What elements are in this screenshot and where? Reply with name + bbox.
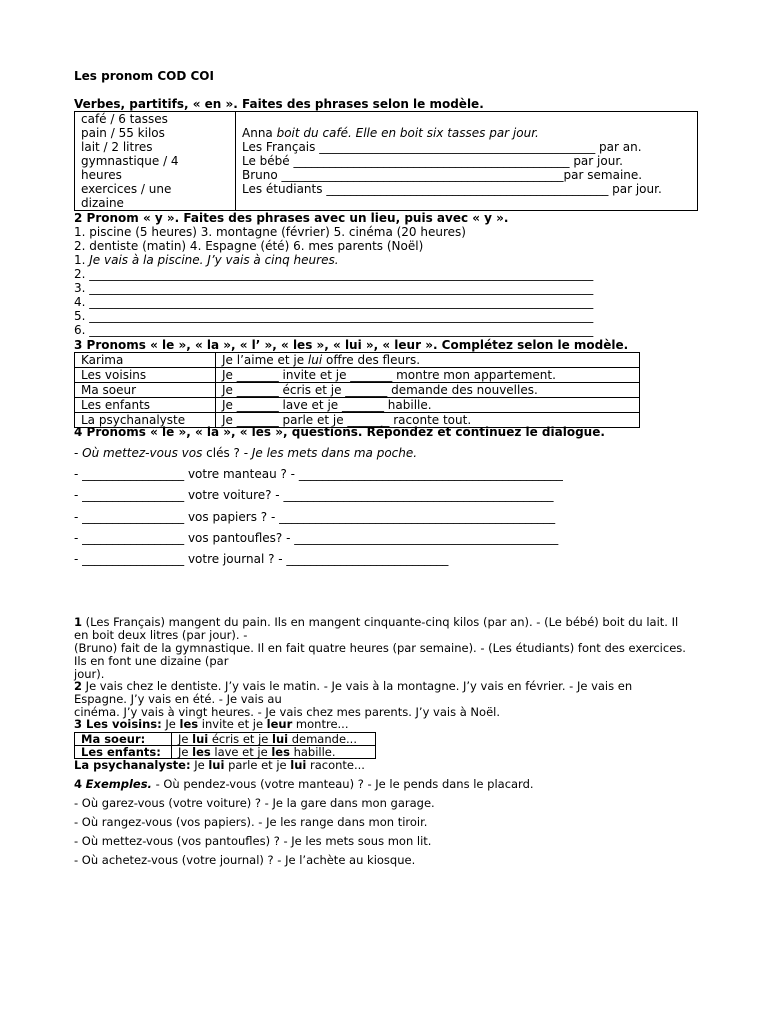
lui-word: lui — [307, 353, 323, 367]
model-row-text: Je l’aime et je lui offre des fleurs. — [216, 353, 640, 368]
row-end: par jour. — [608, 182, 662, 196]
pronoun: lui — [272, 732, 289, 746]
row-text: Je lui écris et je lui demande... — [172, 733, 376, 746]
dialogue-line[interactable]: - _________________ vos papiers ? - ______________________________________________ — [74, 510, 556, 524]
row-subject: Bruno — [242, 168, 282, 182]
row-name: Les voisins — [75, 368, 216, 383]
example-question: Où mettez-vous vos — [82, 446, 203, 460]
answer-4-line: - Où mettez-vous (vos pantoufles) ? - Je les mets sous mon lit. — [74, 834, 432, 848]
answer-1-line: 1 (Les Français) mangent du pain. Ils en mangent cinquante-cinq kilos (par an). - (Le bébé) boit du lait. Il — [74, 615, 679, 629]
section1-items-cell — [75, 112, 236, 211]
pronoun: lui — [208, 758, 225, 772]
answer-blank[interactable]: ______________________________________________ — [319, 140, 596, 154]
example-number: 1. — [74, 253, 90, 267]
answer-1-line: jour). — [74, 667, 105, 681]
answer-3-table — [74, 732, 376, 759]
answer-3-line: 3 Les voisins: Je les invite et je leur montre... — [74, 717, 349, 731]
row-name: Les enfants — [75, 398, 216, 413]
section4-heading: 4 Pronoms « le », « la », « les », questions. Répondez et continuez le dialogue. — [74, 425, 605, 439]
answer-line[interactable]: 6. ____________________________________________________________________________________ — [74, 323, 594, 337]
row-end: par an. — [595, 140, 642, 154]
pronoun: lui — [192, 732, 209, 746]
section1-exercise-cell — [236, 112, 698, 211]
row-name: Les enfants: — [75, 746, 172, 759]
section1-item: lait / 2 litres — [81, 140, 153, 154]
answer-label: 3 Les voisins: — [74, 717, 162, 731]
row-end: par jour. — [569, 154, 623, 168]
answer-4-line: 4 Exemples. - Où pendez-vous (votre manteau) ? - Je le pends dans le placard. — [74, 777, 534, 791]
answer-label: Exemples. — [85, 777, 152, 791]
row-text[interactable]: Je _______ écris et je _______ demande des nouvelles. — [216, 383, 640, 398]
section1-table — [74, 111, 698, 211]
dialogue-line[interactable]: - _________________ vos pantoufles? - ____________________________________________ — [74, 531, 559, 545]
section4-example: - Où mettez-vous vos clés ? - Je les mets dans ma poche. — [74, 446, 418, 460]
answer-4-line: - Où achetez-vous (votre journal) ? - Je l’achète au kiosque. — [74, 853, 416, 867]
answer-label: La psychanalyste: — [74, 758, 191, 772]
pronoun: leur — [266, 717, 293, 731]
row-name: Ma soeur — [75, 383, 216, 398]
answer-4-line: - Où garez-vous (votre voiture) ? - Je la gare dans mon garage. — [74, 796, 435, 810]
dialogue-line[interactable]: - _________________ votre journal ? - ___________________________ — [74, 552, 449, 566]
table-row — [75, 383, 640, 398]
section1-row — [242, 154, 697, 168]
section2-example — [74, 253, 339, 267]
table-row — [75, 746, 376, 759]
row-end: par semaine. — [563, 168, 643, 182]
row-subject: Le bébé — [242, 154, 294, 168]
pronoun: les — [192, 745, 211, 759]
answer-2-line: cinéma. J’y vais à vingt heures. - Je vais chez mes parents. J’y vais à Noël. — [74, 705, 500, 719]
section1-item: heures — [81, 168, 122, 182]
row-subject: Les étudiants — [242, 182, 327, 196]
table-row — [75, 368, 640, 383]
dialogue-line[interactable]: - _________________ votre manteau ? - ____________________________________________ — [74, 467, 563, 481]
section1-item: pain / 55 kilos — [81, 126, 165, 140]
answer-1-line: (Bruno) fait de la gymnastique. Il en fait quatre heures (par semaine). - (Les étudiants) font des exercices. — [74, 641, 686, 655]
section3-table — [74, 352, 640, 428]
table-row — [75, 353, 640, 368]
example-sentence: Je vais à la piscine. J’y vais à cinq heures. — [89, 253, 339, 267]
section1-item: gymnastique / 4 — [81, 154, 179, 168]
section1-item: dizaine — [81, 196, 124, 210]
section1-row — [242, 182, 697, 196]
answer-blank[interactable]: ______________________________________________ — [293, 154, 570, 168]
section3-heading: 3 Pronoms « le », « la », « l’ », « les », « lui », « leur ». Complétez selon le modèle. — [74, 338, 629, 352]
row-name: Ma soeur: — [75, 733, 172, 746]
section2-heading: 2 Pronom « y ». Faites des phrases avec un lieu, puis avec « y ». — [74, 211, 509, 225]
section2-prompts: 1. piscine (5 heures) 3. montagne (février) 5. cinéma (20 heures) — [74, 225, 466, 239]
answer-line[interactable]: 5. ____________________________________________________________________________________ — [74, 309, 594, 323]
answer-number: 4 — [74, 777, 83, 791]
section1-item: exercices / une — [81, 182, 172, 196]
answer-number: 2 — [74, 679, 83, 693]
pronoun: les — [271, 745, 290, 759]
answer-2-line: Espagne. J’y vais en été. - Je vais au — [74, 692, 282, 706]
answer-number: 1 — [74, 615, 83, 629]
answer-line[interactable]: 2. ____________________________________________________________________________________ — [74, 267, 594, 281]
table-row — [75, 398, 640, 413]
row-subject: Les Français — [242, 140, 320, 154]
answer-line[interactable]: 4. ____________________________________________________________________________________ — [74, 295, 594, 309]
row-text[interactable]: Je _______ invite et je _______ montre mon appartement. — [216, 368, 640, 383]
section2-prompts: 2. dentiste (matin) 4. Espagne (été) 6. mes parents (Noël) — [74, 239, 424, 253]
model-sentence: boit du café. Elle en boit six tasses par jour. — [276, 126, 539, 140]
answer-blank[interactable]: _______________________________________________ — [281, 168, 564, 182]
example-answer: Je les mets dans ma poche. — [251, 446, 418, 460]
page-title: Les pronom COD COI — [74, 69, 214, 83]
answer-4-line: - Où rangez-vous (vos papiers). - Je les range dans mon tiroir. — [74, 815, 428, 829]
answer-1-line: en boit deux litres (par jour). - — [74, 628, 248, 642]
answer-line[interactable]: 3. ____________________________________________________________________________________ — [74, 281, 594, 295]
section1-item: café / 6 tasses — [81, 112, 168, 126]
answer-3-last: La psychanalyste: Je lui parle et je lui raconte... — [74, 758, 365, 772]
section1-heading: Verbes, partitifs, « en ». Faites des phrases selon le modèle. — [74, 97, 484, 111]
pronoun: les — [179, 717, 199, 731]
row-text[interactable]: Je _______ parle et je _______ raconte tout. — [216, 413, 640, 428]
model-subject: Anna — [242, 126, 277, 140]
row-name: Karima — [75, 353, 216, 368]
section1-row — [242, 140, 697, 154]
row-text[interactable]: Je _______ lave et je _______ habille. — [216, 398, 640, 413]
row-name: La psychanalyste — [75, 413, 216, 428]
answer-2-line: 2 Je vais chez le dentiste. J’y vais le matin. - Je vais à la montagne. J’y vais en février. - Je vais en — [74, 679, 633, 693]
dialogue-line[interactable]: - _________________ votre voiture? - _____________________________________________ — [74, 488, 554, 502]
row-text: Je les lave et je les habille. — [172, 746, 376, 759]
section1-model — [242, 126, 697, 140]
table-row — [75, 733, 376, 746]
answer-1-line: Ils en font une dizaine (par — [74, 654, 229, 668]
section1-row — [242, 168, 697, 182]
answer-blank[interactable]: _______________________________________________ — [326, 182, 609, 196]
pronoun: lui — [290, 758, 307, 772]
